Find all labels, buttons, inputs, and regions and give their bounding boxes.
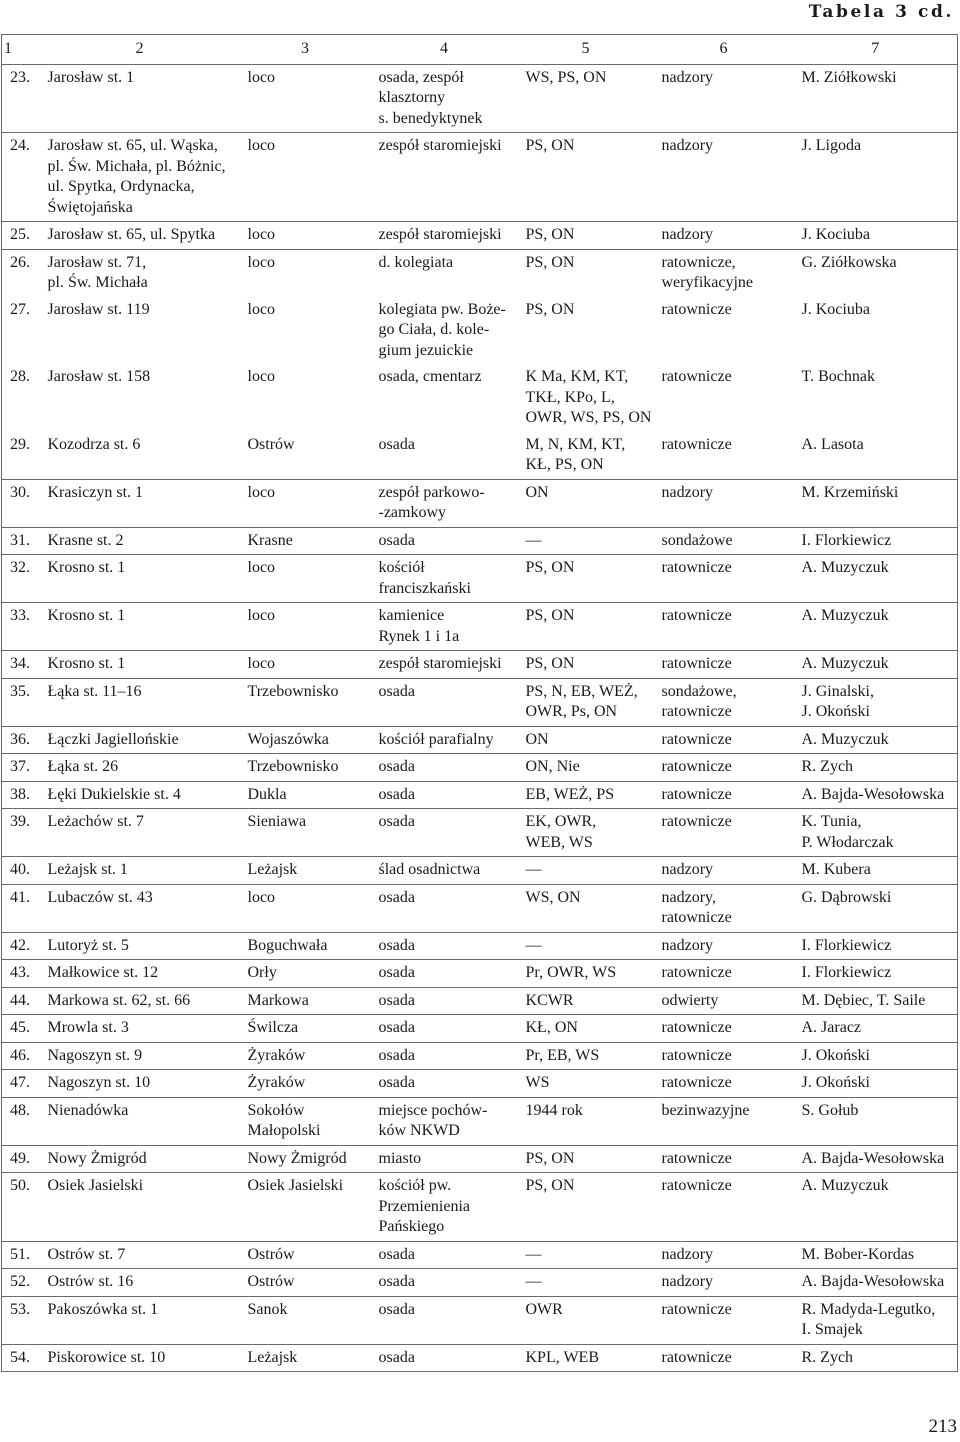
table-cell: nadzory bbox=[661, 68, 714, 86]
table-cell: PS, ON bbox=[525, 607, 575, 624]
table-cell: G. Dąbrowski bbox=[801, 888, 892, 906]
table-cell: osada bbox=[378, 531, 415, 549]
table-cell: 25. bbox=[10, 226, 30, 243]
table-cell: Świlcza bbox=[247, 1019, 299, 1036]
table-cell: WS bbox=[525, 1074, 550, 1091]
table-row bbox=[2, 1145, 958, 1173]
table-cell: loco bbox=[247, 888, 276, 906]
table-cell: osada bbox=[378, 682, 415, 700]
table-cell: Nagoszyn st. 10 bbox=[47, 1074, 151, 1091]
table-cell: 32. bbox=[10, 559, 30, 576]
table-row bbox=[2, 960, 958, 988]
table-cell: ratownicze bbox=[661, 785, 732, 803]
table-cell: osada bbox=[378, 888, 415, 906]
table-cell: miejsce pochów- ków NKWD bbox=[378, 1101, 488, 1139]
table-cell: zespół staromiejski bbox=[378, 655, 502, 672]
table-cell: nadzory bbox=[661, 137, 714, 154]
table-cell: K Ma, KM, KT, TKŁ, KPo, L, OWR, WS, PS, ON bbox=[525, 368, 652, 426]
table-cell: 36. bbox=[10, 730, 30, 748]
table-cell: — bbox=[525, 861, 542, 878]
table-cell: PS, ON bbox=[525, 655, 575, 672]
table-cell: Leżachów st. 7 bbox=[47, 813, 144, 830]
table-cell: Dukla bbox=[247, 785, 287, 803]
table-row bbox=[2, 1015, 958, 1043]
table-cell: Ostrów st. 7 bbox=[47, 1245, 126, 1263]
table-cell: odwierty bbox=[661, 991, 719, 1009]
table-cell: nadzory bbox=[661, 226, 714, 243]
table-cell: WS, PS, ON bbox=[525, 68, 607, 86]
header-cell: 1 bbox=[4, 40, 12, 57]
table-cell: PS, ON bbox=[525, 1149, 575, 1167]
table-row bbox=[2, 133, 958, 222]
table-cell: ratownicze bbox=[661, 300, 732, 318]
table-cell: loco bbox=[247, 559, 276, 576]
table-row bbox=[2, 1070, 958, 1098]
table-cell: OWR bbox=[525, 1300, 563, 1318]
table-cell: M. Dębiec, T. Saile bbox=[801, 991, 926, 1009]
table-cell: Piskorowice st. 10 bbox=[47, 1348, 166, 1366]
table-cell: Wojaszówka bbox=[247, 730, 329, 748]
table-cell: 33. bbox=[10, 607, 30, 624]
table-cell: Krasne st. 2 bbox=[47, 531, 124, 549]
header-cell: 2 bbox=[135, 40, 144, 57]
table-cell: osada bbox=[378, 1074, 415, 1091]
table-cell: A. Lasota bbox=[801, 435, 864, 453]
table-cell: ratownicze bbox=[661, 964, 732, 981]
table-cell: ratownicze bbox=[661, 1149, 732, 1167]
table-cell: ratownicze bbox=[661, 1074, 732, 1091]
table-cell: Lubaczów st. 43 bbox=[47, 888, 153, 906]
table-cell: miasto bbox=[378, 1149, 422, 1167]
table-cell: 51. bbox=[10, 1245, 30, 1263]
table-cell: PS, ON bbox=[525, 137, 575, 154]
page-number: 213 bbox=[928, 1416, 957, 1437]
table-cell: 37. bbox=[10, 758, 30, 775]
table-cell: loco bbox=[247, 226, 276, 243]
table-cell: Trzebownisko bbox=[247, 758, 339, 775]
table-cell: osada bbox=[378, 785, 415, 803]
table-caption: Tabela 3 cd. bbox=[808, 2, 954, 22]
table-cell: loco bbox=[247, 368, 276, 385]
table-cell: Ostrów st. 16 bbox=[47, 1273, 134, 1290]
table-cell: — bbox=[525, 1273, 542, 1290]
table-cell: A. Bajda-Wesołowska bbox=[801, 785, 945, 803]
table-row bbox=[2, 1344, 958, 1372]
table-cell: M. Kubera bbox=[801, 861, 871, 878]
table-cell: osada bbox=[378, 758, 415, 775]
table-cell: M. Bober-Kordas bbox=[801, 1245, 915, 1263]
table-cell: Leżajsk bbox=[247, 1348, 298, 1366]
table-row bbox=[2, 987, 958, 1015]
table-cell: Pakoszówka st. 1 bbox=[47, 1300, 159, 1318]
table-cell: 39. bbox=[10, 813, 30, 830]
table-cell: nadzory bbox=[661, 1273, 714, 1290]
table-row bbox=[2, 222, 958, 250]
table-cell: A. Muzyczuk bbox=[801, 655, 889, 672]
header-row bbox=[2, 35, 958, 65]
table-cell: G. Ziółkowska bbox=[801, 253, 897, 271]
table-cell: Krasiczyn st. 1 bbox=[47, 483, 144, 501]
table-cell: A. Muzyczuk bbox=[801, 730, 889, 748]
table-cell: Jarosław st. 65, ul. Spytka bbox=[47, 226, 216, 243]
table-cell: M. Krzemiński bbox=[801, 483, 899, 501]
table-cell: A. Muzyczuk bbox=[801, 559, 889, 576]
table-cell: I. Florkiewicz bbox=[801, 531, 892, 549]
table-cell: Jarosław st. 158 bbox=[47, 368, 151, 385]
table-cell: Nowy Żmigród bbox=[47, 1149, 147, 1167]
table-cell: — bbox=[525, 1245, 542, 1263]
table-cell: kościół pw. Przemienienia Pańskiego bbox=[378, 1177, 471, 1235]
table-cell: 46. bbox=[10, 1046, 30, 1064]
table-cell: ratownicze bbox=[661, 813, 732, 830]
table-cell: Łączki Jagiellońskie bbox=[47, 730, 179, 748]
table-cell: osada bbox=[378, 936, 415, 954]
table-cell: J. Kociuba bbox=[801, 226, 870, 243]
table-cell: R. Madyda-Legutko, I. Smajek bbox=[801, 1300, 936, 1338]
table-cell: EK, OWR, WEB, WS bbox=[525, 813, 597, 851]
table-cell: Małkowice st. 12 bbox=[47, 964, 159, 981]
table-cell: d. kolegiata bbox=[378, 253, 454, 271]
table-cell: Sanok bbox=[247, 1300, 288, 1318]
table-cell: 52. bbox=[10, 1273, 30, 1290]
table-row bbox=[2, 297, 958, 365]
table-cell: I. Florkiewicz bbox=[801, 936, 892, 954]
table-cell: Sokołów Małopolski bbox=[247, 1101, 321, 1139]
table-cell: M, N, KM, KT, KŁ, PS, ON bbox=[525, 435, 626, 473]
table-cell: Nagoszyn st. 9 bbox=[47, 1046, 143, 1064]
table-cell: ratownicze bbox=[661, 758, 732, 775]
archaeology-table bbox=[1, 34, 958, 1372]
table-cell: 50. bbox=[10, 1177, 30, 1194]
table-cell: — bbox=[525, 531, 542, 549]
table-cell: 30. bbox=[10, 483, 30, 501]
table-cell: 34. bbox=[10, 655, 30, 672]
table-cell: Żyraków bbox=[247, 1046, 306, 1064]
table-cell: Ostrów bbox=[247, 435, 295, 453]
table-cell: 44. bbox=[10, 991, 30, 1009]
header-cell: 5 bbox=[581, 40, 590, 57]
table-cell: I. Florkiewicz bbox=[801, 964, 892, 981]
table-cell: Krosno st. 1 bbox=[47, 559, 126, 576]
table-cell: Sieniawa bbox=[247, 813, 307, 830]
table-cell: PS, ON bbox=[525, 559, 575, 576]
table-cell: 29. bbox=[10, 435, 30, 453]
table-cell: loco bbox=[247, 483, 276, 501]
table-row bbox=[2, 884, 958, 932]
table-cell: ratownicze bbox=[661, 1300, 732, 1318]
table-cell: Jarosław st. 71, pl. Św. Michała bbox=[47, 253, 148, 291]
table-cell: R. Zych bbox=[801, 758, 854, 775]
table-cell: J. Ginalski, J. Okoński bbox=[801, 682, 874, 720]
table-cell: kamienice Rynek 1 i 1a bbox=[378, 607, 460, 645]
table-cell: sondażowe, ratownicze bbox=[661, 682, 737, 720]
table-cell: Trzebownisko bbox=[247, 682, 339, 700]
table-row bbox=[2, 651, 958, 679]
table-cell: osada bbox=[378, 964, 415, 981]
table-cell: M. Ziółkowski bbox=[801, 68, 897, 86]
table-cell: loco bbox=[247, 68, 276, 86]
table-cell: ratownicze bbox=[661, 1019, 732, 1036]
table-cell: 45. bbox=[10, 1019, 30, 1036]
table-cell: Nowy Żmigród bbox=[247, 1149, 347, 1167]
table-cell: 23. bbox=[10, 68, 30, 86]
table-cell: 28. bbox=[10, 368, 30, 385]
table-cell: Ostrów bbox=[247, 1245, 295, 1263]
table-cell: loco bbox=[247, 300, 276, 318]
table-row bbox=[2, 932, 958, 960]
table-cell: EB, WEŻ, PS bbox=[525, 785, 615, 803]
header-cell: 4 bbox=[440, 40, 448, 57]
table-cell: 49. bbox=[10, 1149, 30, 1167]
table-cell: — bbox=[525, 936, 542, 954]
table-cell: osada bbox=[378, 813, 415, 830]
table-cell: 43. bbox=[10, 964, 30, 981]
table-cell: Kozodrza st. 6 bbox=[47, 435, 141, 453]
table-cell: S. Gołub bbox=[801, 1101, 859, 1119]
table-cell: Jarosław st. 65, ul. Wąska, pl. Św. Michała, pl. Bóżnic, ul. Spytka, Ordynacka, Świętojańska bbox=[47, 137, 226, 216]
table-cell: Boguchwała bbox=[247, 936, 328, 954]
table-cell: 31. bbox=[10, 531, 30, 549]
table-cell: zespół staromiejski bbox=[378, 137, 502, 154]
table-cell: ON bbox=[525, 730, 549, 748]
header-cell: 7 bbox=[871, 40, 880, 57]
table-cell: Krosno st. 1 bbox=[47, 655, 126, 672]
table-cell: Markowa st. 62, st. 66 bbox=[47, 991, 191, 1009]
table-cell: ratownicze bbox=[661, 655, 732, 672]
table-cell: zespół staromiejski bbox=[378, 226, 502, 243]
table-cell: osada bbox=[378, 1046, 415, 1064]
table-cell: Łąka st. 11–16 bbox=[47, 682, 142, 700]
table-cell: A. Jaracz bbox=[801, 1019, 862, 1036]
table-row bbox=[2, 432, 958, 480]
table-cell: Krosno st. 1 bbox=[47, 607, 126, 624]
table-row bbox=[2, 726, 958, 754]
table-cell: Nienadówka bbox=[47, 1101, 129, 1119]
table-row bbox=[2, 678, 958, 726]
table-cell: WS, ON bbox=[525, 888, 581, 906]
table-cell: osada bbox=[378, 1300, 415, 1318]
table-cell: Osiek Jasielski bbox=[247, 1177, 344, 1194]
table-row bbox=[2, 527, 958, 555]
table-cell: loco bbox=[247, 655, 276, 672]
table-row bbox=[2, 1296, 958, 1344]
table-cell: ratownicze bbox=[661, 1348, 732, 1366]
table-cell: nadzory bbox=[661, 861, 714, 878]
table-cell: 40. bbox=[10, 861, 30, 878]
table-cell: KŁ, ON bbox=[525, 1019, 578, 1036]
table-row bbox=[2, 603, 958, 651]
table-body bbox=[2, 35, 958, 1372]
table-cell: Ostrów bbox=[247, 1273, 295, 1290]
table-cell: 1944 rok bbox=[525, 1101, 583, 1119]
table-cell: Orły bbox=[247, 964, 277, 981]
table-cell: bezinwazyjne bbox=[661, 1101, 750, 1119]
table-cell: Jarosław st. 1 bbox=[47, 68, 135, 86]
table-cell: osada, zespół klasztorny s. benedyktynek bbox=[378, 68, 483, 127]
table-cell: 54. bbox=[10, 1348, 30, 1366]
table-cell: Leżajsk st. 1 bbox=[47, 861, 128, 878]
table-cell: 26. bbox=[10, 253, 30, 271]
table-cell: ratownicze bbox=[661, 1046, 732, 1064]
table-cell: zespół parkowo- -zamkowy bbox=[378, 483, 485, 521]
table-row bbox=[2, 249, 958, 297]
table-cell: 38. bbox=[10, 785, 30, 803]
table-cell: Mrowla st. 3 bbox=[47, 1019, 129, 1036]
table-cell: ratownicze bbox=[661, 730, 732, 748]
table-cell: 47. bbox=[10, 1074, 30, 1091]
table-cell: Jarosław st. 119 bbox=[47, 300, 150, 318]
table-cell: Leżajsk bbox=[247, 861, 298, 878]
table-cell: Lutoryż st. 5 bbox=[47, 936, 129, 954]
table-cell: 35. bbox=[10, 682, 30, 700]
table-cell: Osiek Jasielski bbox=[47, 1177, 144, 1194]
table-cell: Łąka st. 26 bbox=[47, 758, 119, 775]
table-cell: ratownicze bbox=[661, 559, 732, 576]
table-row bbox=[2, 781, 958, 809]
table-cell: A. Muzyczuk bbox=[801, 607, 889, 624]
table-cell: PS, ON bbox=[525, 1177, 575, 1194]
table-cell: ratownicze bbox=[661, 607, 732, 624]
table-cell: T. Bochnak bbox=[801, 368, 875, 385]
table-cell: loco bbox=[247, 607, 276, 624]
table-cell: Żyraków bbox=[247, 1074, 306, 1091]
table-cell: J. Ligoda bbox=[801, 137, 862, 154]
table-cell: osada bbox=[378, 1019, 415, 1036]
table-cell: J. Okoński bbox=[801, 1046, 870, 1064]
table-cell: Pr, OWR, WS bbox=[525, 964, 617, 981]
header-cell: 6 bbox=[719, 40, 728, 57]
table-cell: osada bbox=[378, 435, 415, 453]
table-cell: ON bbox=[525, 483, 549, 501]
table-cell: ON, Nie bbox=[525, 758, 580, 775]
table-cell: PS, ON bbox=[525, 300, 575, 318]
table-cell: loco bbox=[247, 253, 276, 271]
table-cell: ratownicze bbox=[661, 435, 732, 453]
table-cell: osada bbox=[378, 1273, 415, 1290]
table-cell: nadzory bbox=[661, 1245, 714, 1263]
table-cell: ratownicze bbox=[661, 368, 732, 385]
table-cell: 53. bbox=[10, 1300, 30, 1318]
table-cell: Markowa bbox=[247, 991, 309, 1009]
table-cell: Krasne bbox=[247, 531, 293, 549]
table-row bbox=[2, 364, 958, 432]
table-cell: 48. bbox=[10, 1101, 30, 1119]
table-cell: ratownicze, weryfikacyjne bbox=[661, 253, 754, 291]
table-cell: ślad osadnictwa bbox=[378, 861, 481, 878]
table-cell: K. Tunia, P. Włodarczak bbox=[801, 813, 894, 851]
table-row bbox=[2, 1097, 958, 1145]
table-cell: PS, N, EB, WEŻ, OWR, Ps, ON bbox=[525, 682, 638, 720]
table-row bbox=[2, 479, 958, 527]
table-cell: ratownicze bbox=[661, 1177, 732, 1194]
table-cell: nadzory bbox=[661, 483, 714, 501]
table-cell: osada bbox=[378, 1348, 415, 1366]
table-cell: KPL, WEB bbox=[525, 1348, 599, 1366]
table-cell: 41. bbox=[10, 888, 30, 906]
table-cell: nadzory, ratownicze bbox=[661, 888, 732, 926]
table-cell: osada, cmentarz bbox=[378, 368, 482, 385]
table-cell: Pr, EB, WS bbox=[525, 1046, 600, 1064]
table-cell: PS, ON bbox=[525, 226, 575, 243]
table-cell: A. Bajda-Wesołowska bbox=[801, 1273, 945, 1290]
table-cell: PS, ON bbox=[525, 253, 575, 271]
table-cell: sondażowe bbox=[661, 531, 733, 549]
table-cell: 27. bbox=[10, 300, 30, 318]
table-cell: A. Bajda-Wesołowska bbox=[801, 1149, 945, 1167]
table-cell: R. Zych bbox=[801, 1348, 854, 1366]
table-cell: 42. bbox=[10, 936, 30, 954]
table-row bbox=[2, 1241, 958, 1269]
table-row bbox=[2, 1269, 958, 1297]
table-cell: osada bbox=[378, 991, 415, 1009]
table-cell: loco bbox=[247, 137, 276, 154]
header-cell: 3 bbox=[301, 40, 309, 57]
table-cell: Łęki Dukielskie st. 4 bbox=[47, 785, 181, 803]
table-cell: KCWR bbox=[525, 991, 574, 1009]
table-cell: A. Muzyczuk bbox=[801, 1177, 889, 1194]
table-row bbox=[2, 1042, 958, 1070]
table-row bbox=[2, 555, 958, 603]
table-row bbox=[2, 809, 958, 857]
table-cell: nadzory bbox=[661, 936, 714, 954]
table-cell: kościół franciszkański bbox=[378, 559, 471, 597]
table-cell: kolegiata pw. Boże- go Ciała, d. kole- gium jezuickie bbox=[378, 300, 506, 359]
table-row bbox=[2, 1173, 958, 1242]
table-row bbox=[2, 857, 958, 885]
table-cell: osada bbox=[378, 1245, 415, 1263]
table-cell: 24. bbox=[10, 137, 30, 154]
table-cell: kościół parafialny bbox=[378, 730, 494, 748]
table-row bbox=[2, 754, 958, 782]
table-cell: J. Kociuba bbox=[801, 300, 870, 318]
table-cell: J. Okoński bbox=[801, 1074, 870, 1091]
table-row bbox=[2, 64, 958, 133]
